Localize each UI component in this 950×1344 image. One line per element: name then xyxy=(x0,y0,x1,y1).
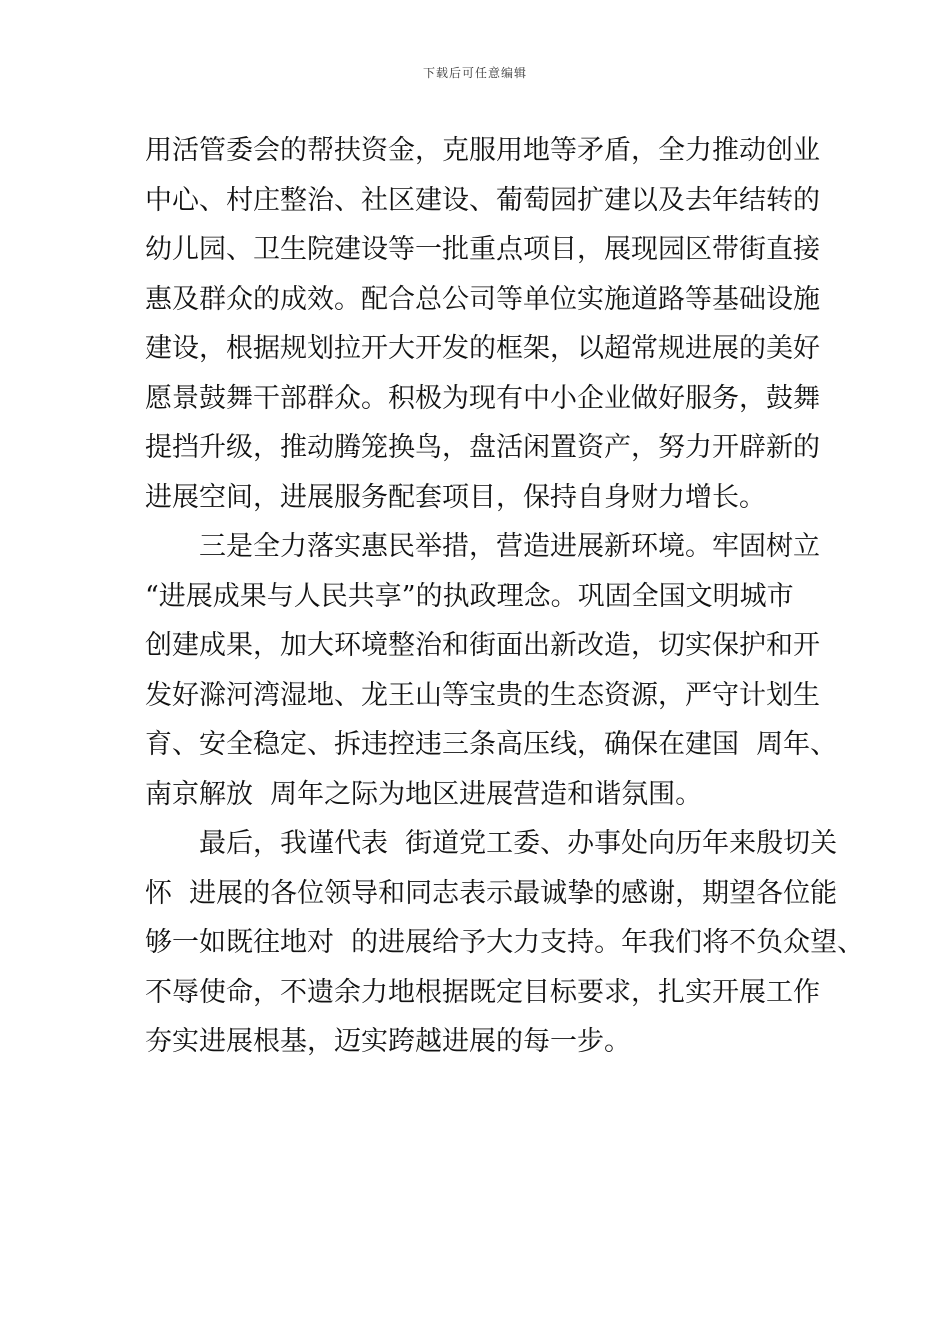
text-line: 不辱使命，不遗余力地根据既定目标要求，扎实开展工作 xyxy=(145,976,820,1008)
text-line: “进展成果与人民共享”的执政理念。巩固全国文明城市 xyxy=(145,580,794,612)
document-body xyxy=(145,126,865,1067)
text-line: 惠及群众的成效。配合总公司等单位实施道路等基础设施 xyxy=(145,283,820,315)
text-line: 南京解放 周年之际为地区进展营造和谐氛围。 xyxy=(145,778,703,810)
text-line: 发好滁河湾湿地、龙王山等宝贵的生态资源，严守计划生 xyxy=(145,679,820,711)
text-line: 幼儿园、卫生院建设等一批重点项目，展现园区带街直接 xyxy=(145,234,820,265)
text-line: 用活管委会的帮扶资金，克服用地等矛盾，全力推动创业 xyxy=(145,135,820,166)
text-line: 中心、村庄整治、社区建设、葡萄园扩建以及去年结转的 xyxy=(145,184,820,216)
text-line: 创建成果，加大环境整治和街面出新改造，切实保护和开 xyxy=(145,630,820,661)
text-line: 愿景鼓舞干部群众。积极为现有中小企业做好服务，鼓舞 xyxy=(145,382,820,414)
page-header-note: 下载后可任意编辑 xyxy=(422,66,527,80)
paragraph-start-line: 三是全力落实惠民举措，营造进展新环境。牢固树立 xyxy=(145,531,820,562)
text-line: 够一如既往地对 的进展给予大力支持。年我们将不负众望、 xyxy=(145,927,865,958)
text-line: 育、安全稳定、拆违控违三条高压线，确保在建国 周年、 xyxy=(145,729,838,760)
text-line: 建设，根据规划拉开大开发的框架，以超常规进展的美好 xyxy=(145,333,820,364)
paragraph-start-line: 最后，我谨代表 街道党工委、办事处向历年来殷切关 xyxy=(145,828,838,859)
text-line: 夯实进展根基，迈实跨越进展的每一步。 xyxy=(145,1026,631,1057)
text-line: 提挡升级，推动腾笼换鸟，盘活闲置资产，努力开辟新的 xyxy=(145,432,820,463)
text-line: 进展空间，进展服务配套项目，保持自身财力增长。 xyxy=(145,481,766,513)
text-line: 怀 进展的各位领导和同志表示最诚挚的感谢，期望各位能 xyxy=(145,877,838,909)
